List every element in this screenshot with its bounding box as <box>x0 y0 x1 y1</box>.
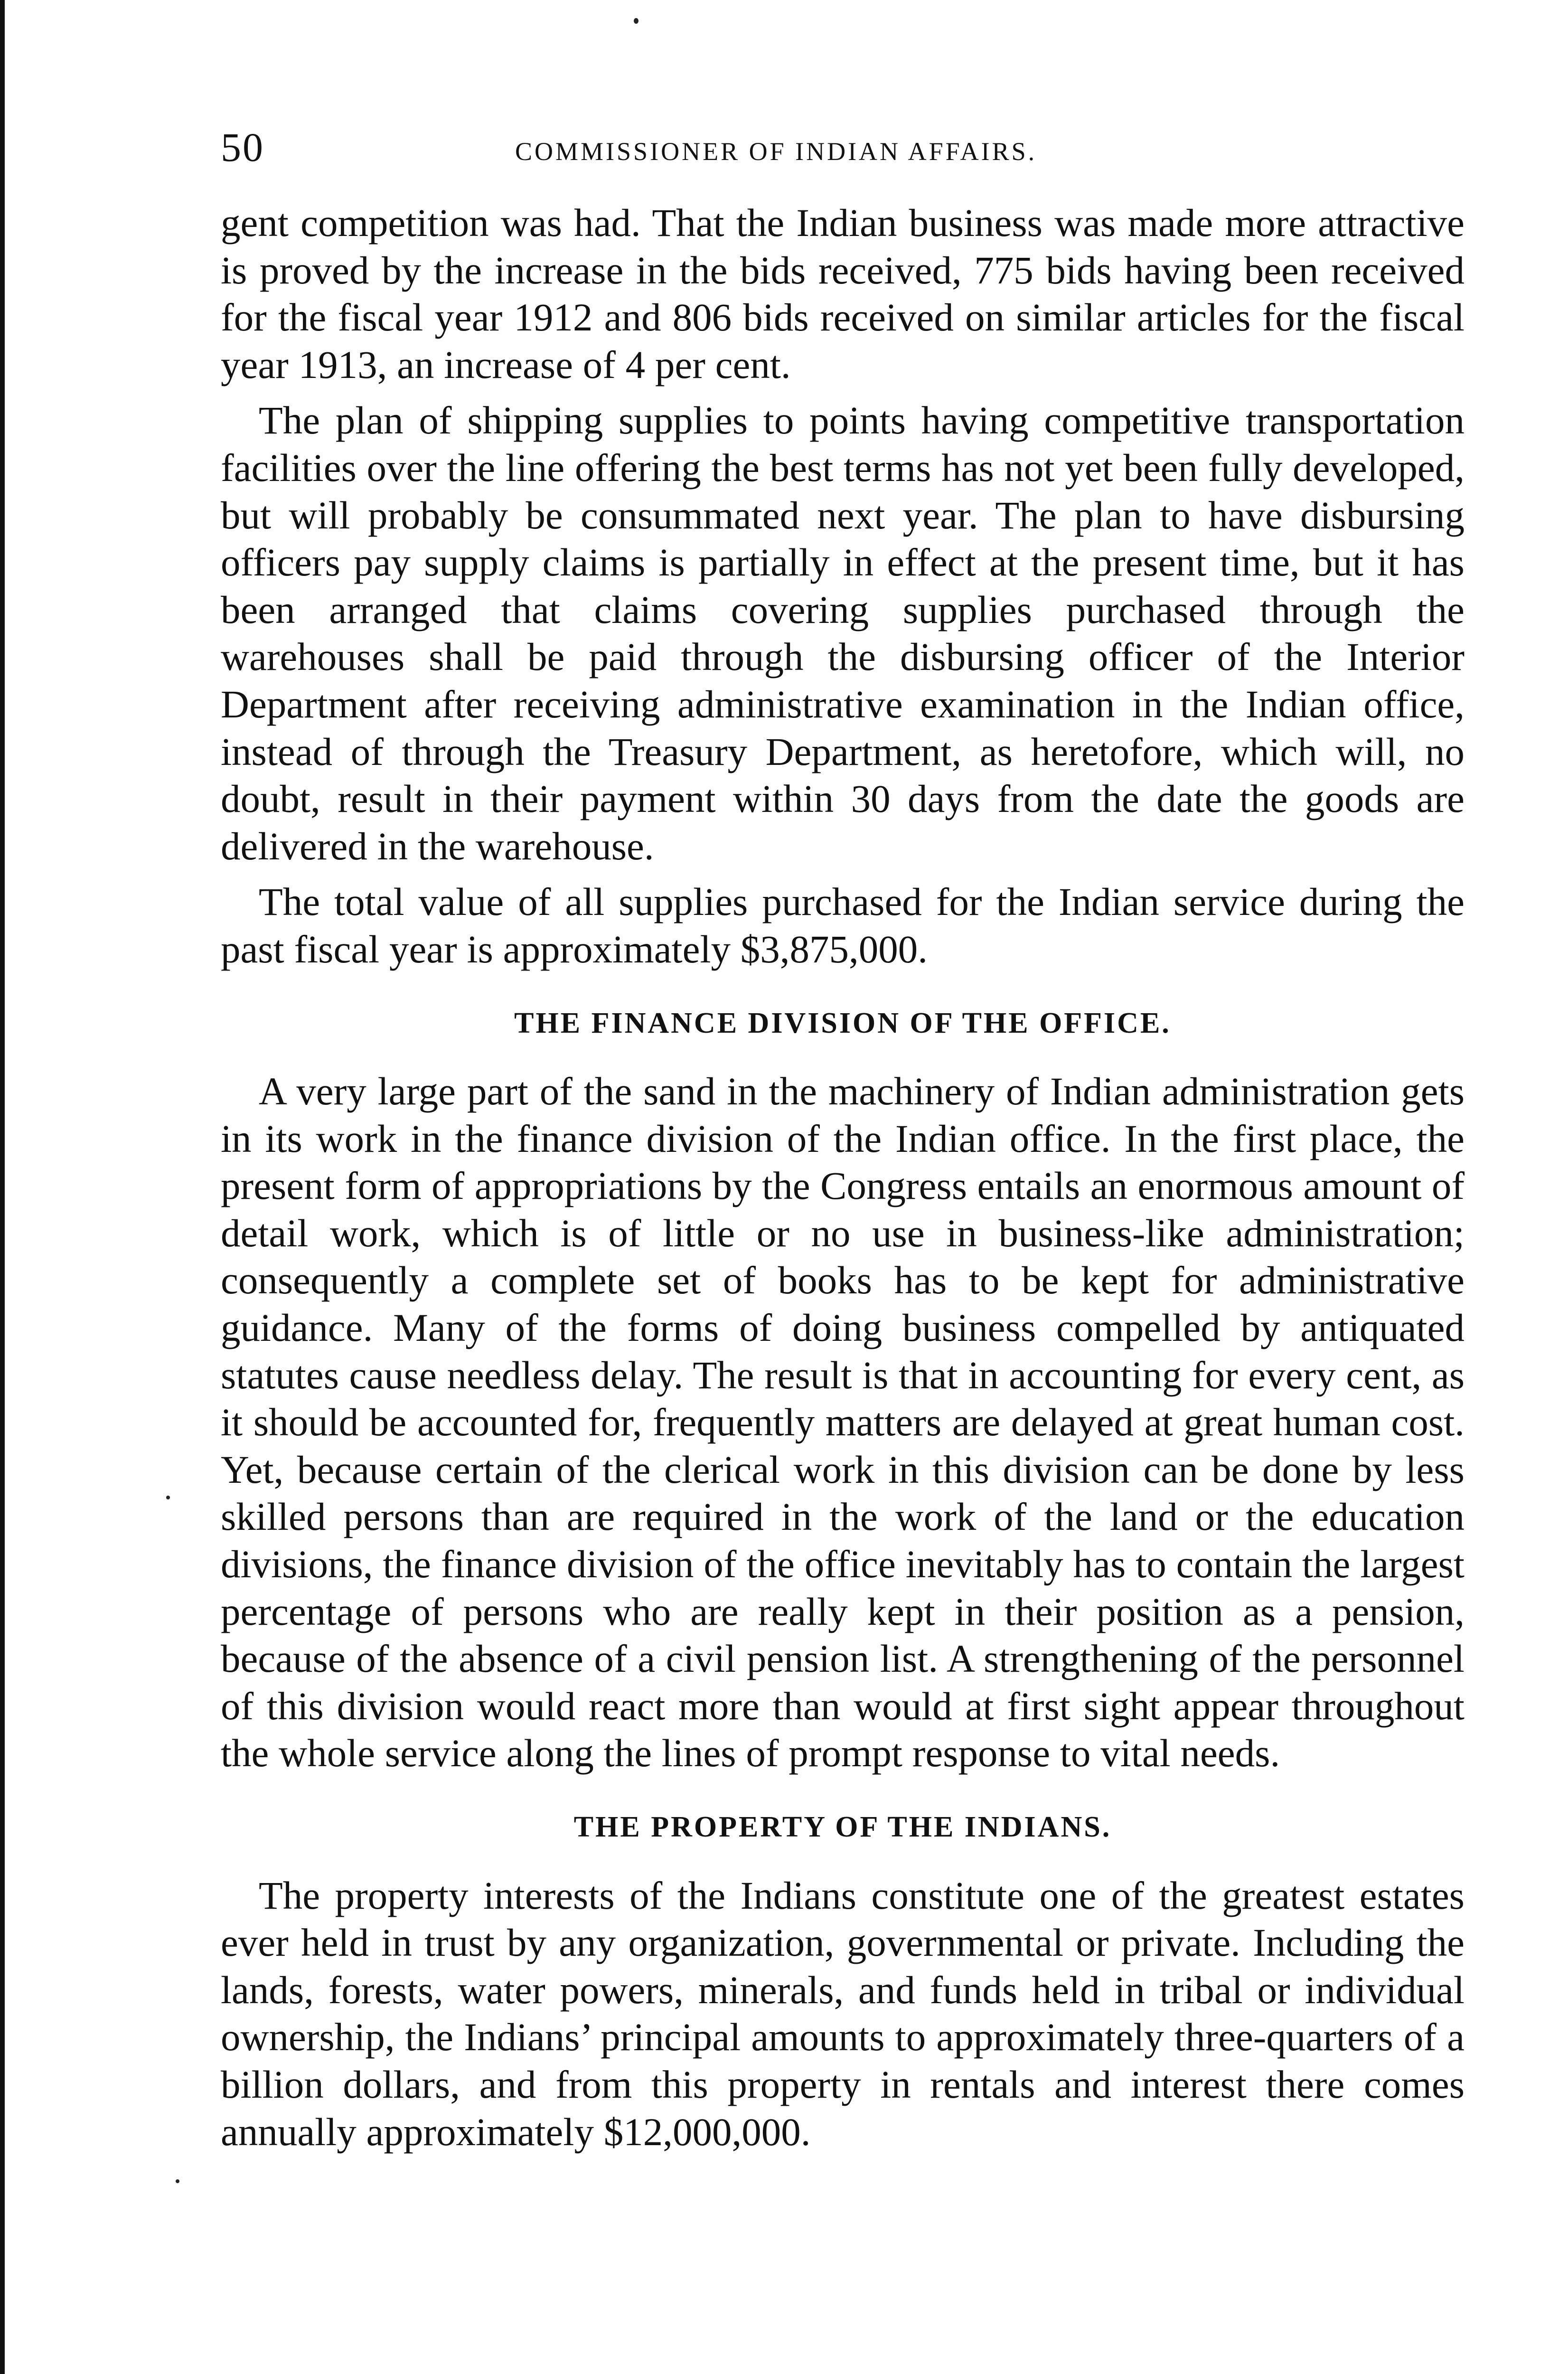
page-number: 50 <box>221 124 264 170</box>
paragraph-total-value: The total value of all supplies purchased for the Indian service during the past fiscal year is approximately $3,875,000. <box>221 880 1465 971</box>
page-header <box>221 121 1465 173</box>
paragraph-continuation: gent competition was had. That the Indian business was made more attractive is proved by the increase in the bids received, 775 bids having been received for the fiscal year 1912 and 806 bids received on similar articles for the fiscal year 1913, an increase of 4 per cent. <box>221 201 1465 386</box>
paragraph-finance-division: A very large part of the sand in the machinery of Indian administration gets in its work in the finance division of the Indian office. In the first place, the present form of appropriations by the Congress entails an enormous amount of detail work, which is of little or no use in business-like administration; consequently a complete set of books has to be kept for administrative guidance. Many of the forms of doing business compelled by antiquated statutes cause needless delay. The result is that in accounting for every cent, as it should be accounted for, frequently matters are delayed at great human cost. Yet, because certain of the clerical work in this division can be done by less skilled persons than are required in the work of the land or the education divisions, the finance division of the office inevitably has to contain the largest percentage of persons who are really kept in their position as a pension, because of the absence of a civil pension list. A strengthening of the personnel of this division would react more than would at first sight appear throughout the whole service along the lines of prompt response to vital needs. <box>221 1069 1465 1775</box>
scan-speck <box>634 18 638 24</box>
section-heading-finance-division: THE FINANCE DIVISION OF THE OFFICE. <box>514 1007 1171 1039</box>
scan-speck <box>166 1496 170 1499</box>
paragraph-shipping-plan: The plan of shipping supplies to points having competitive transportation facilities over the line offering the best terms has not yet been fully developed, but will probably be consummated next year. The plan to have disbursing officers pay supply claims is partially in effect at the present time, but it has been arranged that claims covering supplies purchased through the warehouses shall be paid through the disbursing officer of the Interior Department after receiving administrative examination in the Indian office, instead of through the Treasury Department, as heretofore, which will, no doubt, result in their payment within 30 days from the date the goods are delivered in the warehouse. <box>221 398 1465 868</box>
scan-speck <box>176 2179 179 2183</box>
paragraph-property-interests: The property interests of the Indians constitute one of the greatest estates ever held in trust by any organization, governmental or private. Including the lands, forests, water powers, minerals, and funds held in tribal or individual ownership, the Indians’ principal amounts to approximately three-quarters of a billion dollars, and from this property in rentals and interest there comes annually approximately $12,000,000. <box>221 1873 1465 2154</box>
running-title: COMMISSIONER OF INDIAN AFFAIRS. <box>515 137 1037 166</box>
section-heading-property: THE PROPERTY OF THE INDIANS. <box>573 1811 1112 1843</box>
body-text <box>221 199 1465 2156</box>
